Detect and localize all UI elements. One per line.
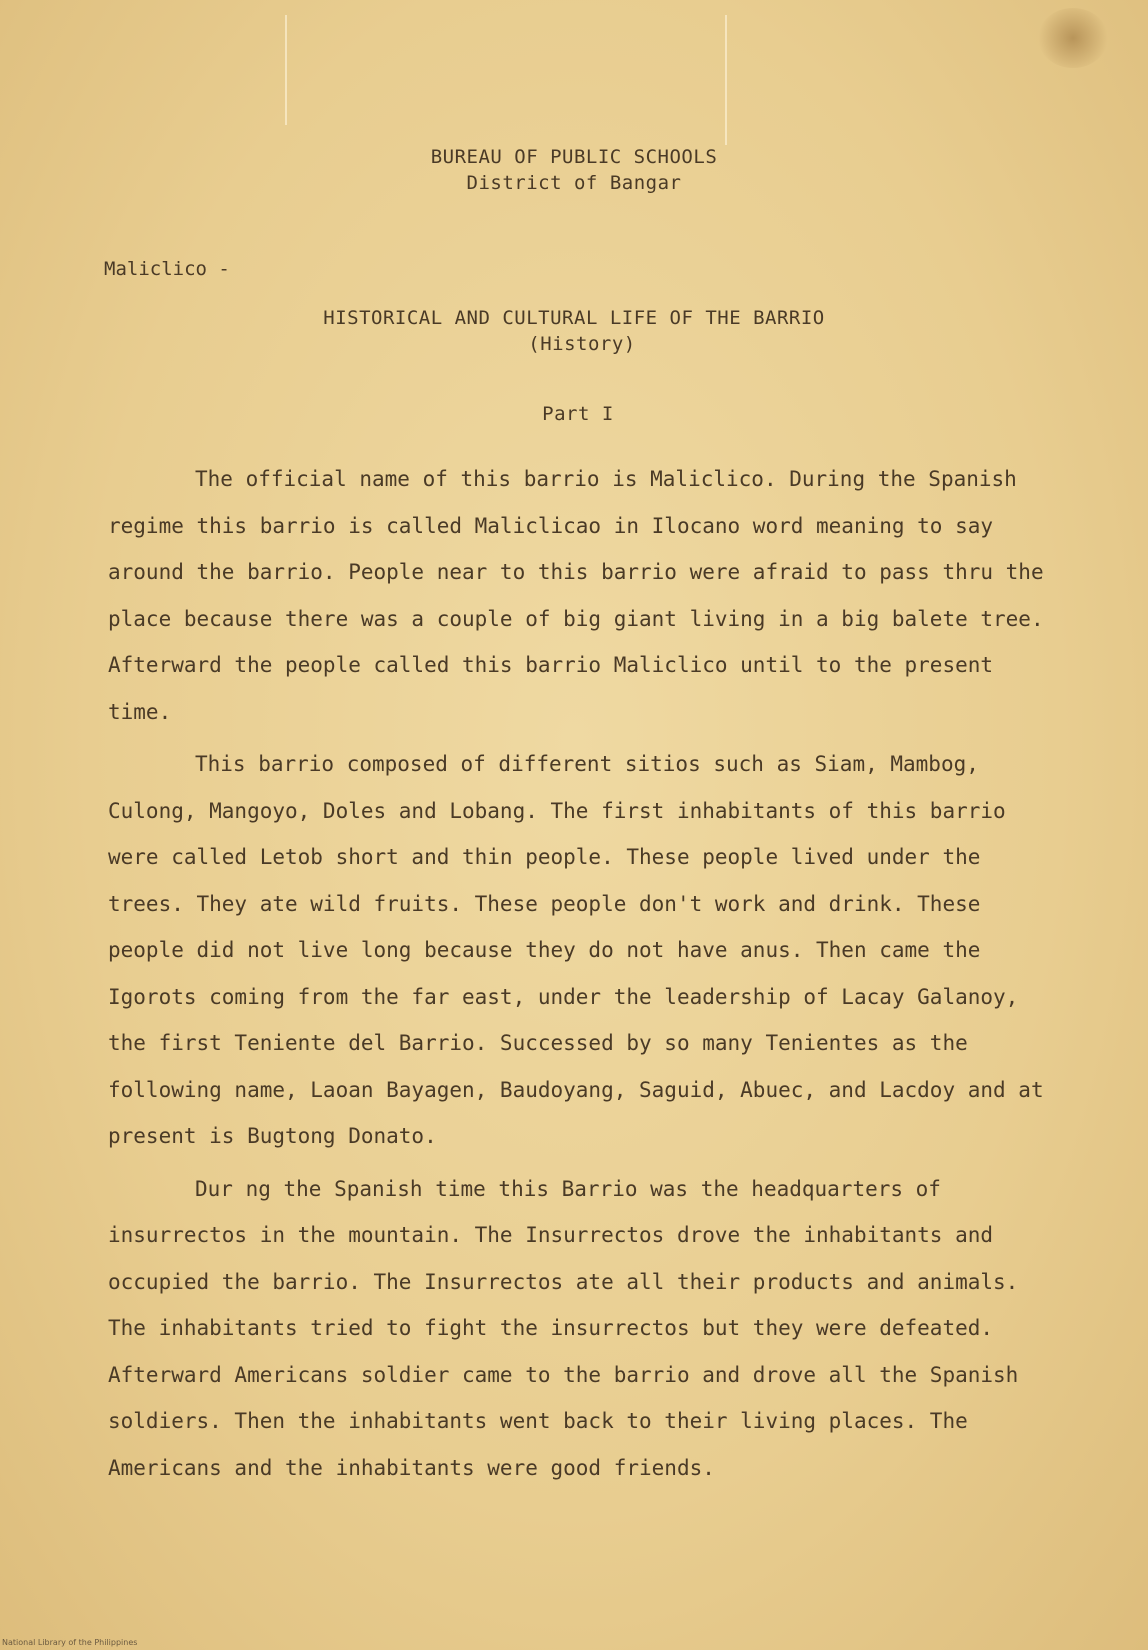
paper-crease	[725, 15, 727, 145]
barrio-label: Maliclico -	[104, 258, 230, 280]
bureau-heading: BUREAU OF PUBLIC SCHOOLS	[430, 146, 718, 168]
document-body	[108, 456, 1048, 1491]
paragraph: Dur ng the Spanish time this Barrio was the headquarters of insurrectos in the mountain. The Insurrectos drove the inhabitants and occupied the barrio. The Insurrectos ate all their products and animals. The inhabitants tried to fight the insurrectos but they were defeated. Afterward Americans soldier came to the barrio and drove all the Spanish soldiers. Then the inhabitants went back to their living places. The Americans and the inhabitants were good friends.	[108, 1176, 1019, 1480]
footer-watermark: National Library of the Philippines	[2, 1638, 138, 1647]
district-heading: District of Bangar	[466, 172, 682, 194]
paragraph: This barrio composed of different sitios such as Siam, Mambog, Culong, Mangoyo, Doles and Lobang. The first inhabitants of this barrio were called Letob short and thin people. These people lived under the trees. They ate wild fruits. These people don't work and drink. These people did not live long because they do not have anus. Then came the Igorots coming from the far east, under the leadership of Lacay Galanoy, the first Teniente del Barrio. Successed by so many Tenientes as the following name, Laoan Bayagen, Baudoyang, Saguid, Abuec, and Lacdoy and at present is Bugtong Donato.	[108, 752, 1044, 1148]
paper-crease	[285, 15, 287, 125]
part-heading: Part I	[542, 403, 614, 425]
document-title: HISTORICAL AND CULTURAL LIFE OF THE BARRIO	[323, 307, 825, 329]
paragraph: The official name of this barrio is Maliclico. During the Spanish regime this barrio is called Maliclicao in Ilocano word meaning to say around the barrio. People near to this barrio were afraid to pass thru the place because there was a couple of big giant living in a big balete tree. Afterward the people called this barrio Maliclico until to the present time.	[108, 467, 1044, 724]
document-subtitle: (History)	[528, 333, 636, 355]
paper-stain	[1038, 8, 1108, 68]
